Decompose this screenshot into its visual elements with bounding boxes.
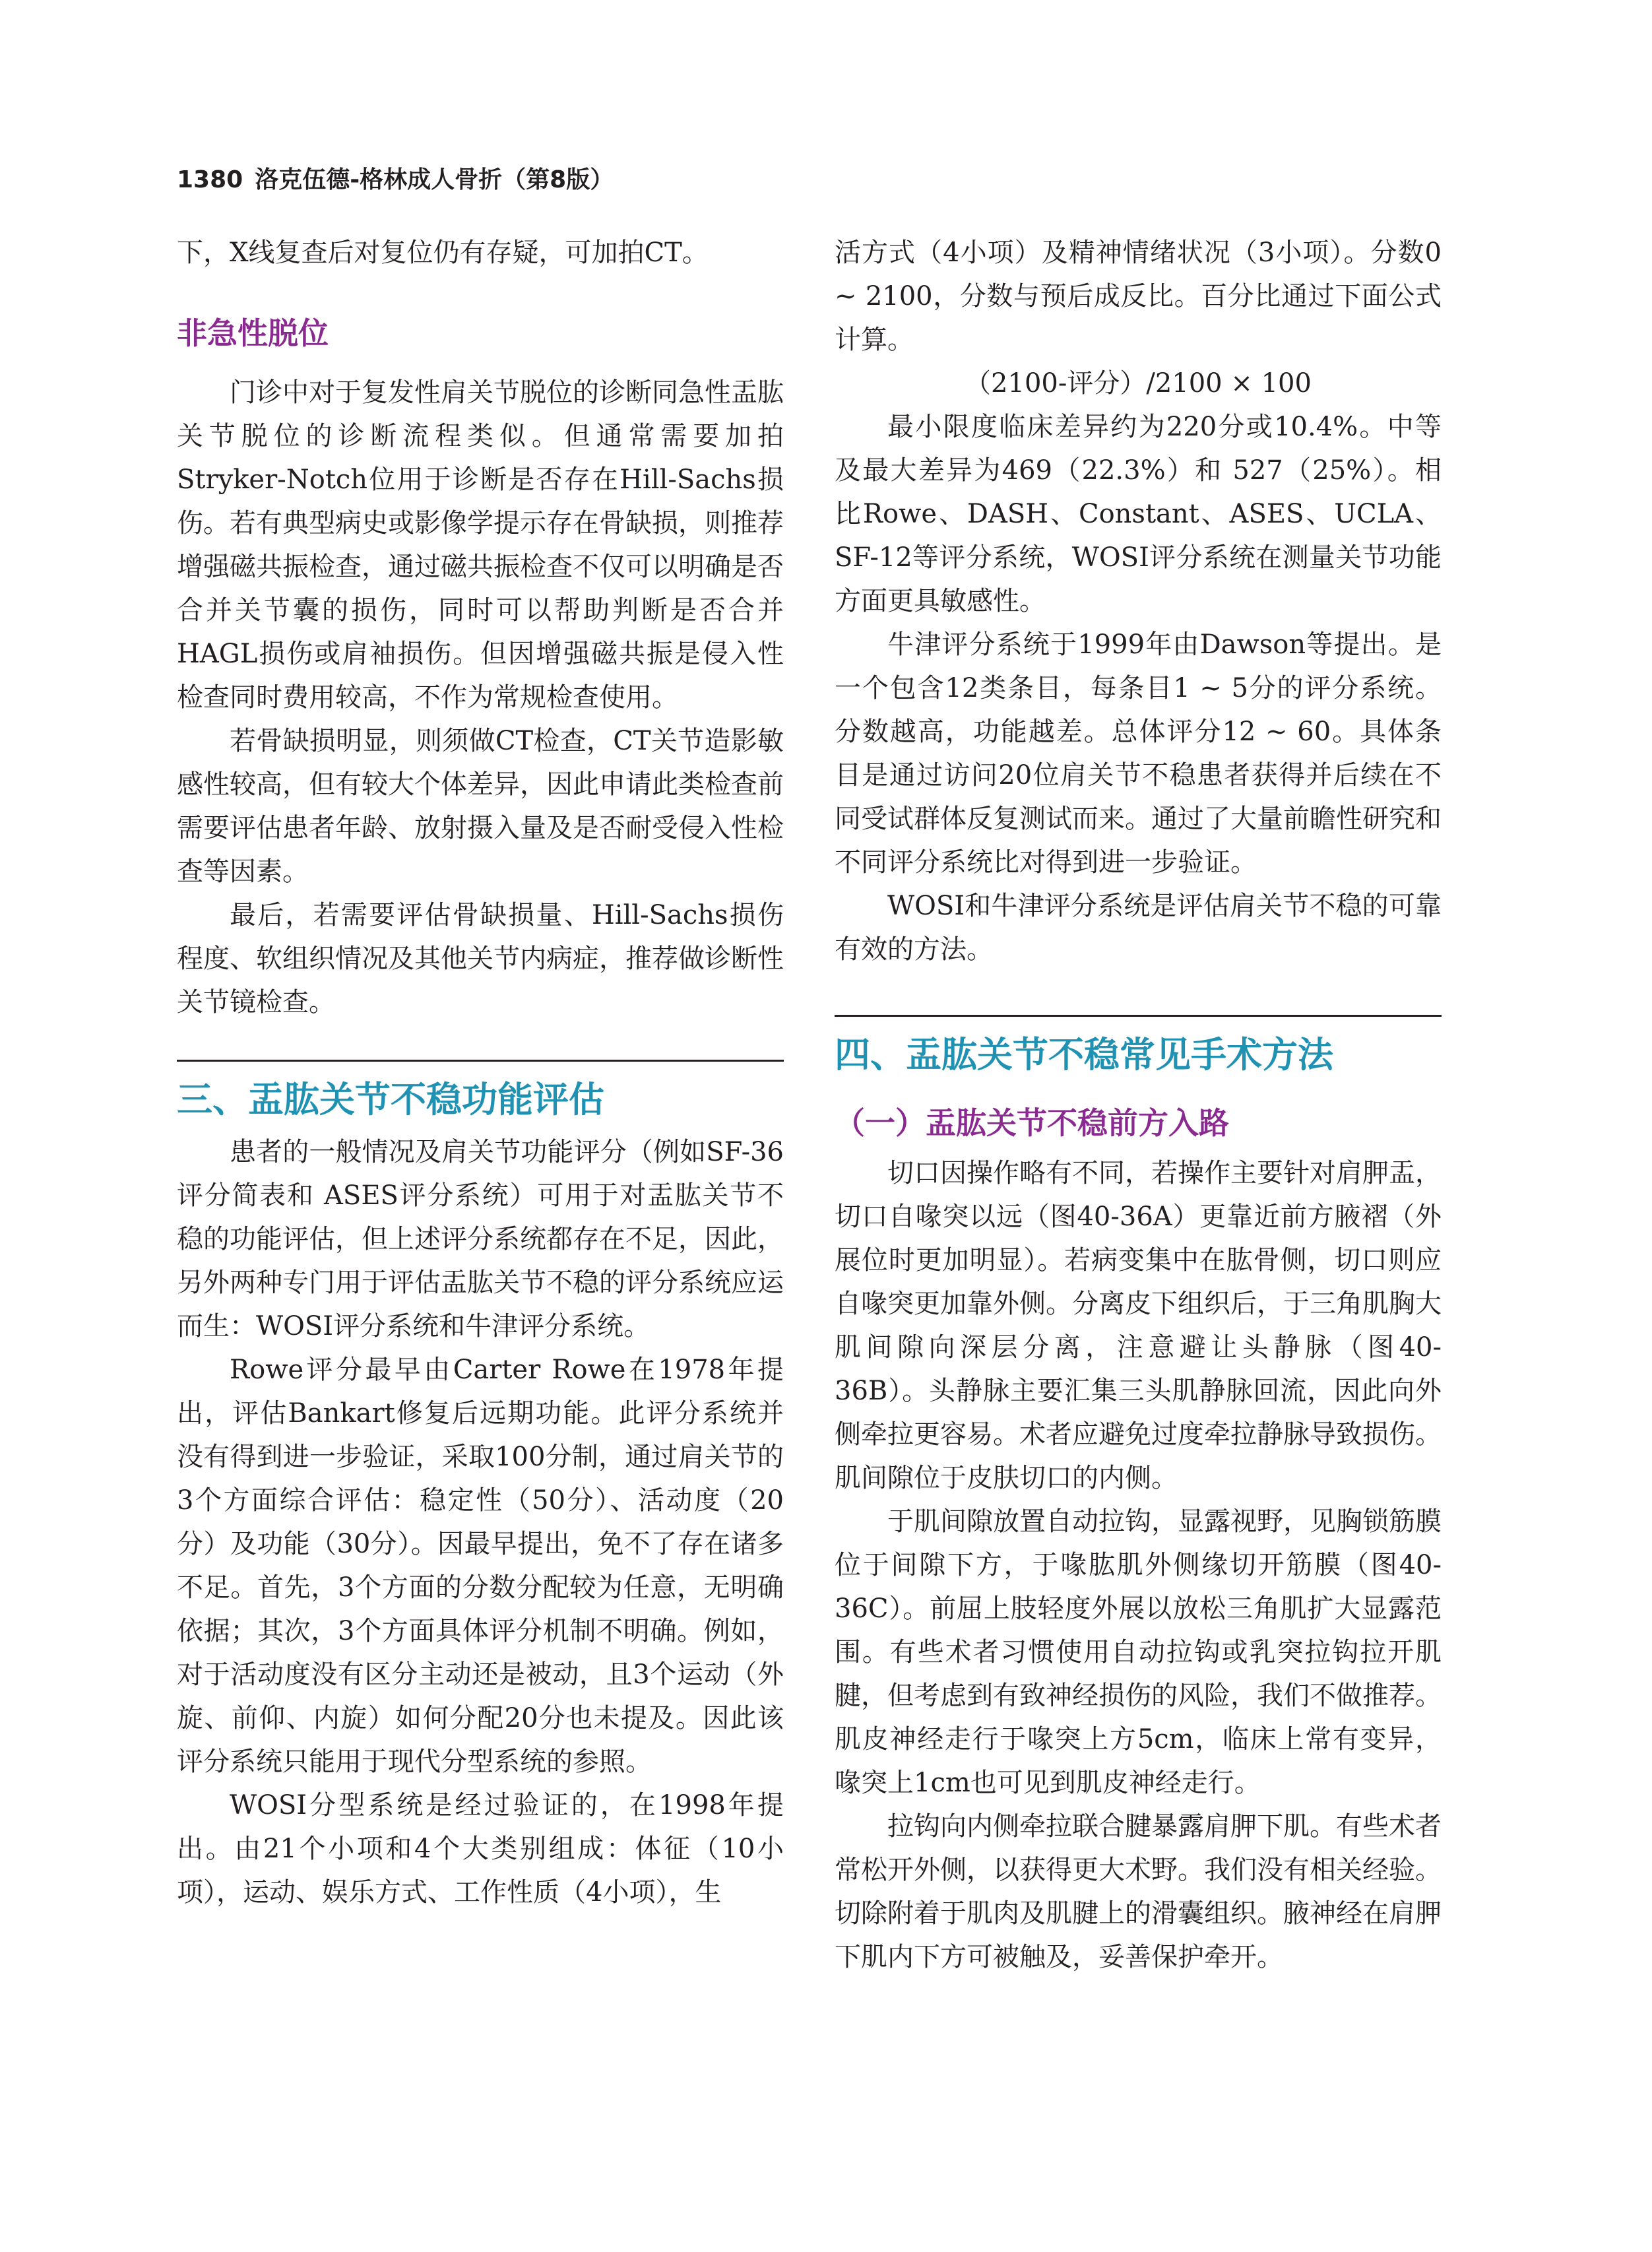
left-column	[177, 231, 784, 1914]
subheading-anterior-approach: （一）盂肱关节不稳前方入路	[835, 1105, 1229, 1141]
paragraph: WOSI分型系统是经过验证的，在1998年提出。由21个小项和4个大类别组成：体征（10小项），运动、娱乐方式、工作性质（4小项），生	[177, 1790, 784, 1908]
paragraph: 切口因操作略有不同，若操作主要针对肩胛盂，切口自喙突以远（图40-36A）更靠近前方腋褶（外展位时更加明显）。若病变集中在肱骨侧，切口则应自喙突更加靠外侧。分离皮下组织后，于三角肌胸大肌间隙向深层分离，注意避让头静脉（图40-36B）。头静脉主要汇集三头肌静脉回流，因此向外侧牵拉更容易。术者应避免过度牵拉静脉导致损伤。肌间隙位于皮肤切口的内侧。	[835, 1158, 1442, 1493]
paragraph: 最小限度临床差异约为220分或10.4%。中等及最大差异为469（22.3%）和 527（25%）。相比Rowe、DASH、Constant、ASES、UCLA、SF-12等评分系统，WOSI评分系统在测量关节功能方面更具敏感性。	[835, 412, 1442, 616]
paragraph: WOSI和牛津评分系统是评估肩关节不稳的可靠有效的方法。	[835, 891, 1442, 965]
paragraph: 下，X线复查后对复位仍有存疑，可加拍CT。	[177, 238, 709, 268]
formula: （2100-评分）/2100 × 100	[965, 368, 1312, 399]
paragraph: Rowe评分最早由Carter Rowe在1978年提出，评估Bankart修复后远期功能。此评分系统并没有得到进一步验证，采取100分制，通过肩关节的3个方面综合评估：稳定性（50分）、活动度（20分）及功能（30分）。因最早提出，免不了存在诸多不足。首先，3个方面的分数分配较为任意，无明确依据；其次，3个方面具体评分机制不明确。例如，对于活动度没有区分主动还是被动，且3个运动（外旋、前仰、内旋）如何分配20分也未提及。因此该评分系统只能用于现代分型系统的参照。	[177, 1355, 784, 1777]
paragraph: 门诊中对于复发性肩关节脱位的诊断同急性盂肱关节脱位的诊断流程类似。但通常需要加拍Stryker-Notch位用于诊断是否存在Hill-Sachs损伤。若有典型病史或影像学提示存在骨缺损，则推荐增强磁共振检查，通过磁共振检查不仅可以明确是否合并关节囊的损伤，同时可以帮助判断是否合并HAGL损伤或肩袖损伤。但因增强磁共振是侵入性检查同时费用较高，不作为常规检查使用。	[177, 377, 784, 713]
section-heading-4: 四、盂肱关节不稳常见手术方法	[835, 1015, 1442, 1081]
paragraph: 患者的一般情况及肩关节功能评分（例如SF-36评分简表和 ASES评分系统）可用于对盂肱关节不稳的功能评估，但上述评分系统都存在不足，因此，另外两种专门用于评估盂肱关节不稳的评分系统应运而生：WOSI评分系统和牛津评分系统。	[177, 1137, 784, 1341]
right-column	[835, 231, 1442, 1979]
paragraph: 活方式（4小项）及精神情绪状况（3小项）。分数0 ~ 2100，分数与预后成反比。百分比通过下面公式计算。	[835, 238, 1442, 355]
running-head	[177, 161, 625, 195]
page-number: 1380	[177, 166, 243, 193]
paragraph: 拉钩向内侧牵拉联合腱暴露肩胛下肌。有些术者常松开外侧，以获得更大术野。我们没有相关经验。切除附着于肌肉及肌腱上的滑囊组织。腋神经在肩胛下肌内下方可被触及，妥善保护牵开。	[835, 1811, 1442, 1972]
book-title: 洛克伍德-格林成人骨折（第8版）	[255, 166, 614, 193]
paragraph: 于肌间隙放置自动拉钩，显露视野，见胸锁筋膜位于间隙下方，于喙肱肌外侧缘切开筋膜（图40-36C）。前屈上肢轻度外展以放松三角肌扩大显露范围。有些术者习惯使用自动拉钩或乳突拉钩拉开肌腱，但考虑到有致神经损伤的风险，我们不做推荐。肌皮神经走行于喙突上方5cm，临床上常有变异，喙突上1cm也可见到肌皮神经走行。	[835, 1506, 1442, 1798]
paragraph: 牛津评分系统于1999年由Dawson等提出。是一个包含12类条目，每条目1 ~ 5分的评分系统。分数越高，功能越差。总体评分12 ~ 60。具体条目是通过访问20位肩关节不稳患者获得并后续在不同受试群体反复测试而来。通过了大量前瞻性研究和不同评分系统比对得到进一步验证。	[835, 629, 1442, 878]
subheading-nonacute-dislocation: 非急性脱位	[177, 315, 329, 351]
section-heading-3: 三、盂肱关节不稳功能评估	[177, 1060, 784, 1126]
paragraph: 若骨缺损明显，则须做CT检查，CT关节造影敏感性较高，但有较大个体差异，因此申请此类检查前需要评估患者年龄、放射摄入量及是否耐受侵入性检查等因素。	[177, 726, 784, 887]
paragraph: 最后，若需要评估骨缺损量、Hill-Sachs损伤程度、软组织情况及其他关节内病症，推荐做诊断性关节镜检查。	[177, 900, 784, 1017]
